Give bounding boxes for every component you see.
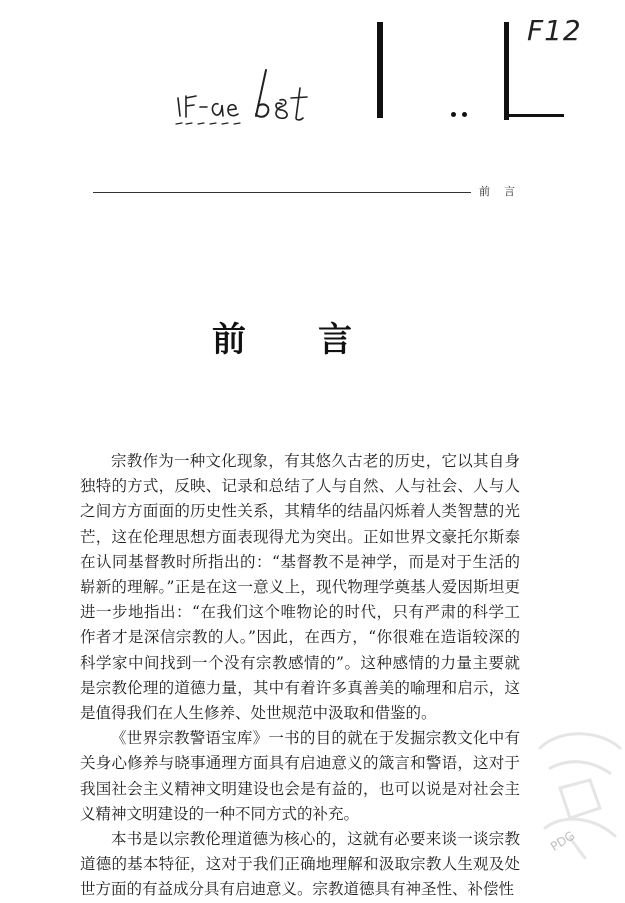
scan-mark-bar: [504, 22, 509, 120]
running-header-title: 前言: [479, 185, 529, 198]
chapter-title: 前言: [212, 320, 424, 360]
handwritten-page-number: F12: [527, 14, 582, 47]
watermark-logo: [530, 718, 625, 868]
scan-mark-bar: [508, 114, 564, 117]
scan-mark-bar: [377, 22, 383, 118]
body-text: [80, 449, 520, 903]
running-header-rule: [93, 192, 471, 193]
paragraph: 本书是以宗教伦理道德为核心的，这就有必要来谈一谈宗教道德的基本特征，这对于我们正确地理解和汲取宗教人生观及处世方面的有益成分具有启迪意义。宗教道德具有神圣性、补偿性: [80, 830, 520, 899]
watermark-label: PDG: [548, 828, 578, 854]
scan-mark-dot: [462, 112, 467, 117]
paragraph: 宗教作为一种文化现象，有其悠久古老的历史，它以其自身独特的方式，反映、记录和总结了人与自然、人与社会、人与人之间方方面面的历史性关系，其精华的结晶闪烁着人类智慧的光芒，这在伦理思想方面表现得尤为突出。正如世界文豪托尔斯泰在认同基督教时所指出的：“基督教不是神学，而是对于生活的崭新的理解。”正是在这一意义上，现代物理学奠基人爱因斯坦更进一步地指出：“在我们这个唯物论的时代，只有严肃的科学工作者才是深信宗教的人。”因此，在西方，“你很难在造诣较深的科学家中间找到一个没有宗教感情的”。这种感情的力量主要就是宗教伦理的道德力量，其中有着许多真善美的喻理和启示，这是值得我们在人生修养、处世规范中汲取和借鉴的。: [80, 452, 520, 723]
handwritten-stamp: [172, 60, 352, 130]
paragraph: 《世界宗教警语宝库》一书的目的就在于发掘宗教文化中有关身心修养与晓事通理方面具有启迪意义的箴言和警语，这对于我国社会主义精神文明建设也会是有益的，也可以说是对社会主义精神文明建设的一种不同方式的补充。: [80, 729, 520, 823]
scan-mark-dot: [451, 112, 456, 117]
